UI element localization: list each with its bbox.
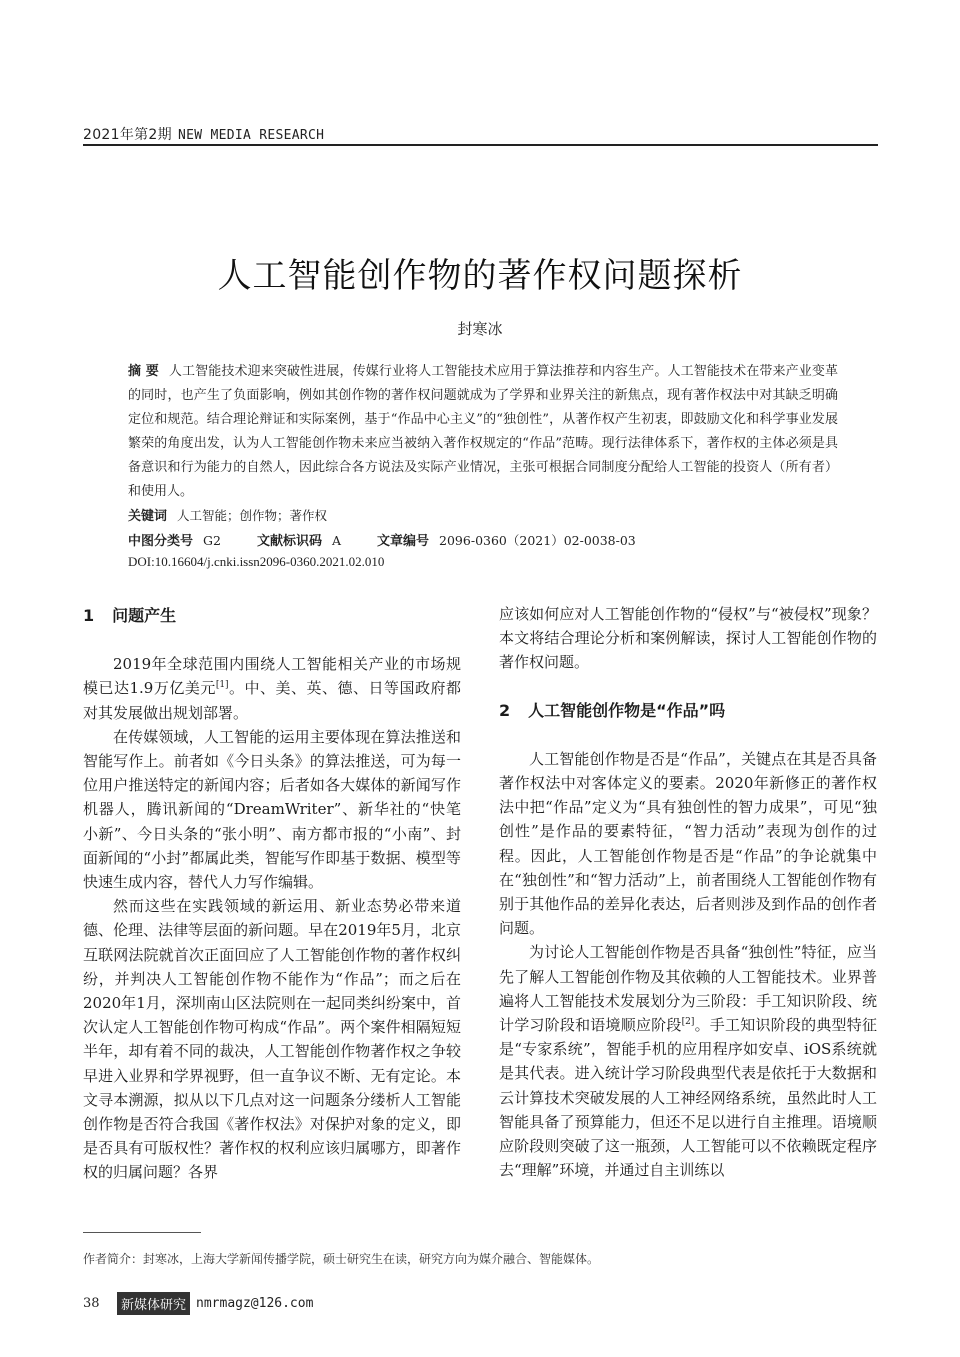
- article-no-value: 2096-0360（2021）02-0038-03: [439, 533, 636, 548]
- paragraph: 人工智能创作物是否是“作品”，关键点在其是否具备著作权法中对客体定义的要素。2020年新修正的著作权法中把“作品”定义为“具有独创性的智力成果”，可见“独创性”是作品的要素特征，“智力活动”表现为创作的过程。因此，人工智能创作物是否是“作品”的争论就集中在“独创性”和“智力活动”上，前者围绕人工智能创作物有别于其他作品的差异化表达，后者则涉及到作品的创作者问题。: [499, 749, 877, 938]
- header-rule: [83, 144, 878, 146]
- clc-label: 中图分类号: [128, 534, 194, 549]
- keywords: 人工智能；创作物；著作权: [177, 508, 328, 523]
- journal-name-cn: 新媒体研究: [117, 1292, 190, 1315]
- doi: DOI:10.16604/j.cnki.issn2096-0360.2021.02.010: [128, 554, 385, 569]
- clc-value: G2: [203, 533, 221, 548]
- doc-code-label: 文献标识码: [256, 534, 322, 549]
- paragraph-text: 为讨论人工智能创作物是否具备“独创性”特征，应当先了解人工智能创作物及其依赖的人工智能技术。业界普遍将人工智能技术发展划分为三阶段：手工知识阶段、统计学习阶段和语境顺应阶段: [499, 943, 877, 1035]
- left-column: [83, 604, 461, 1185]
- author-name: 封寒冰: [457, 320, 503, 338]
- page-footer: [83, 1292, 313, 1315]
- paragraph-text: 。手工知识阶段的典型特征是“专家系统”，智能手机的应用程序如安卓、iOS系统就是其代表。进入统计学习阶段典型代表是依托于大数据和云计算技术突破发展的人工神经网络系统，虽然此时人工智能具备了预算能力，但还不足以进行自主推理。语境顺应阶段则突破了这一瓶颈，人工智能可以不依赖既定程序去“理解”环境，并通过自主训练以: [499, 1016, 877, 1180]
- citation-ref[interactable]: [2]: [681, 1017, 695, 1028]
- journal-email[interactable]: nmrmagz@126.com: [196, 1296, 314, 1311]
- section-1-title: 问题产生: [112, 606, 177, 625]
- section-2-title: 人工智能创作物是“作品”吗: [528, 700, 726, 720]
- keywords-label: 关键词: [128, 509, 168, 524]
- paragraph: [499, 940, 877, 1182]
- footnote-label: 作者简介：: [83, 1252, 144, 1266]
- running-head: [83, 124, 324, 144]
- paragraph: [83, 652, 461, 725]
- doc-code-value: A: [331, 533, 342, 548]
- section-2-number: 2: [499, 700, 511, 720]
- journal-name-en: NEW MEDIA RESEARCH: [177, 128, 325, 143]
- paragraph-text: 2019年全球范围内围绕人工智能相关产业的市场规模已达1.9万亿美元: [83, 655, 461, 698]
- section-1-heading: [83, 604, 461, 628]
- abstract-label: 摘 要: [128, 364, 159, 379]
- issue-label: 2021年第2期: [83, 127, 172, 143]
- article-title: 人工智能创作物的著作权问题探析: [217, 256, 743, 296]
- right-column: [499, 602, 877, 1182]
- author-footnote: [83, 1250, 599, 1267]
- article-no-label: 文章编号: [377, 534, 430, 549]
- abstract-text: 人工智能技术迎来突破性进展，传媒行业将人工智能技术应用于算法推荐和内容生产。人工智能技术在带来产业变革的同时，也产生了负面影响，例如其创作物的著作权问题就成为了学界和业界关注的新焦点，现有著作权法中对其缺乏明确定位和规范。结合理论辩证和实际案例，基于“作品中心主义”的“独创性”，从著作权产生初衷，即鼓励文化和科学事业发展繁荣的角度出发，认为人工智能创作物未来应当被纳入著作权规定的“作品”范畴。现行法律体系下，著作权的主体必须是具备意识和行为能力的自然人，因此综合各方说法及实际产业情况，主张可根据合同制度分配给人工智能的投资人（所有者）和使用人。: [128, 364, 838, 499]
- section-1-number: 1: [83, 606, 95, 625]
- section-2-heading: [499, 699, 877, 723]
- paragraph: 然而这些在实践领域的新运用、新业态势必带来道德、伦理、法律等层面的新问题。早在2019年5月，北京互联网法院就首次正面回应了人工智能创作物的著作权纠纷，并判决人工智能创作物不能作为“作品”；而之后在2020年1月，深圳南山区法院则在一起同类纠纷案中，首次认定人工智能创作物可构成“作品”。两个案件相隔短短半年，却有着不同的裁决，人工智能创作物著作权之争较早进入业界和学界视野，但一直争议不断、无有定论。本文寻本溯源，拟从以下几点对这一问题条分缕析人工智能创作物是否符合我国《著作权法》对保护对象的定义，即是否具有可版权性？著作权的权利应该归属哪方，即著作权的归属问题？各界: [83, 897, 461, 1182]
- paragraph: 应该如何应对人工智能创作物的“侵权”与“被侵权”现象？本文将结合理论分析和案例解读，探讨人工智能创作物的著作权问题。: [499, 605, 877, 672]
- footnote-text: 封寒冰，上海大学新闻传播学院，硕士研究生在读，研究方向为媒介融合、智能媒体。: [143, 1252, 600, 1266]
- paragraph-text: 。中、美、英、德、日等国政府都对其发展做出规划部署。: [83, 679, 461, 722]
- abstract: [128, 360, 838, 504]
- keywords-line: [128, 505, 327, 524]
- paragraph: 在传媒领域，人工智能的运用主要体现在算法推送和智能写作上。前者如《今日头条》的算法推送，可为每一位用户推送特定的新闻内容；后者如各大媒体的新闻写作机器人，腾讯新闻的“DreamWriter”、新华社的“快笔小新”、今日头条的“张小明”、南方都市报的“小南”、封面新闻的“小封”都属此类，智能写作即基于数据、模型等快速生成内容，替代人力写作编辑。: [83, 727, 461, 892]
- classification-line: [128, 530, 636, 549]
- footnote-rule: [83, 1232, 201, 1233]
- page-number: 38: [83, 1296, 100, 1311]
- citation-ref[interactable]: [1]: [215, 680, 229, 691]
